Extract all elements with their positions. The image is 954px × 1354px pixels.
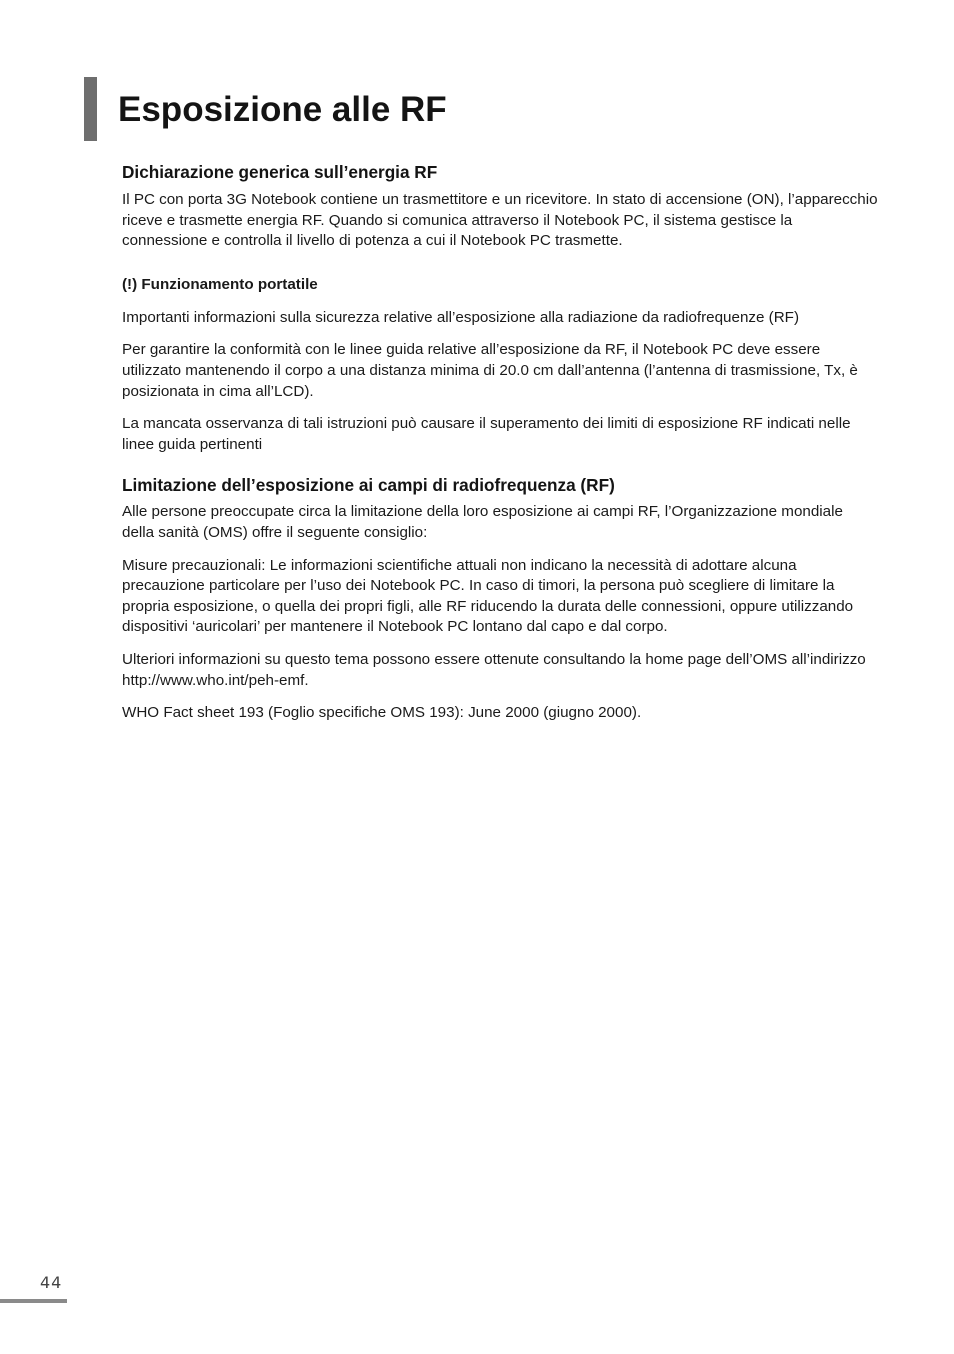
paragraph-fact-sheet: WHO Fact sheet 193 (Foglio specifiche OMS 193): June 2000 (giugno 2000). [122,704,642,722]
paragraph-noncompliance-warning: La mancata osservanza di tali istruzioni può causare il superamento dei limiti di esposizione RF indicati nelle linee guida pertinenti [122,415,851,453]
page-number-rule [0,1299,67,1303]
page-number: 44 [40,1273,63,1292]
page-content [122,160,878,724]
section-heading-limiting-exposure: Limitazione dell’esposizione ai campi di radiofrequenza (RF) [122,475,615,496]
paragraph-safety-info: Importanti informazioni sulla sicurezza relative all’esposizione alla radiazione da radiofrequenze (RF) [122,308,800,326]
section-heading-rf-energy: Dichiarazione generica sull’energia RF [122,162,438,182]
paragraph-rf-energy-intro: Il PC con porta 3G Notebook contiene un trasmettitore e un ricevitore. In stato di accensione (ON), l’apparecchio riceve e trasmette energia RF. Quando si comunica attraverso il Notebook PC, il sistema gestisce la connessione e controlla il livello di potenza a cui il Notebook PC trasmette. [122,191,878,250]
paragraph-further-info: Ulteriori informazioni su questo tema possono essere ottenute consultando la home page dell’OMS all’indirizzo http://www.who.int/peh-emf. [122,650,866,689]
paragraph-who-advice-intro: Alle persone preoccupate circa la limitazione della loro esposizione ai campi RF, l’Organizzazione mondiale della sanità (OMS) offre il seguente consiglio: [122,503,843,541]
page-title: Esposizione alle RF [118,90,447,129]
subheading-portable-operation: (!) Funzionamento portatile [122,275,318,293]
title-accent-bar [84,77,97,141]
paragraph-precautionary-measures: Misure precauzionali: Le informazioni scientifiche attuali non indicano la necessità di adottare alcuna precauzione particolare per l’uso dei Notebook PC. In caso di timori, la persona può scegliere di limitare la propria esposizione, o quella dei propri figli, alle RF riducendo la durata delle connessioni, oppure utilizzando dispositivi ‘auricolari’ per mantenere il Notebook PC lontano dal capo e dal corpo. [122,556,854,636]
paragraph-compliance-distance: Per garantire la conformità con le linee guida relative all’esposizione da RF, il Notebook PC deve essere utilizzato mantenendo il corpo a una distanza minima di 20.0 cm dall’antenna (l’antenna di trasmissione, Tx, è posizionata in cima all’LCD). [122,341,858,400]
